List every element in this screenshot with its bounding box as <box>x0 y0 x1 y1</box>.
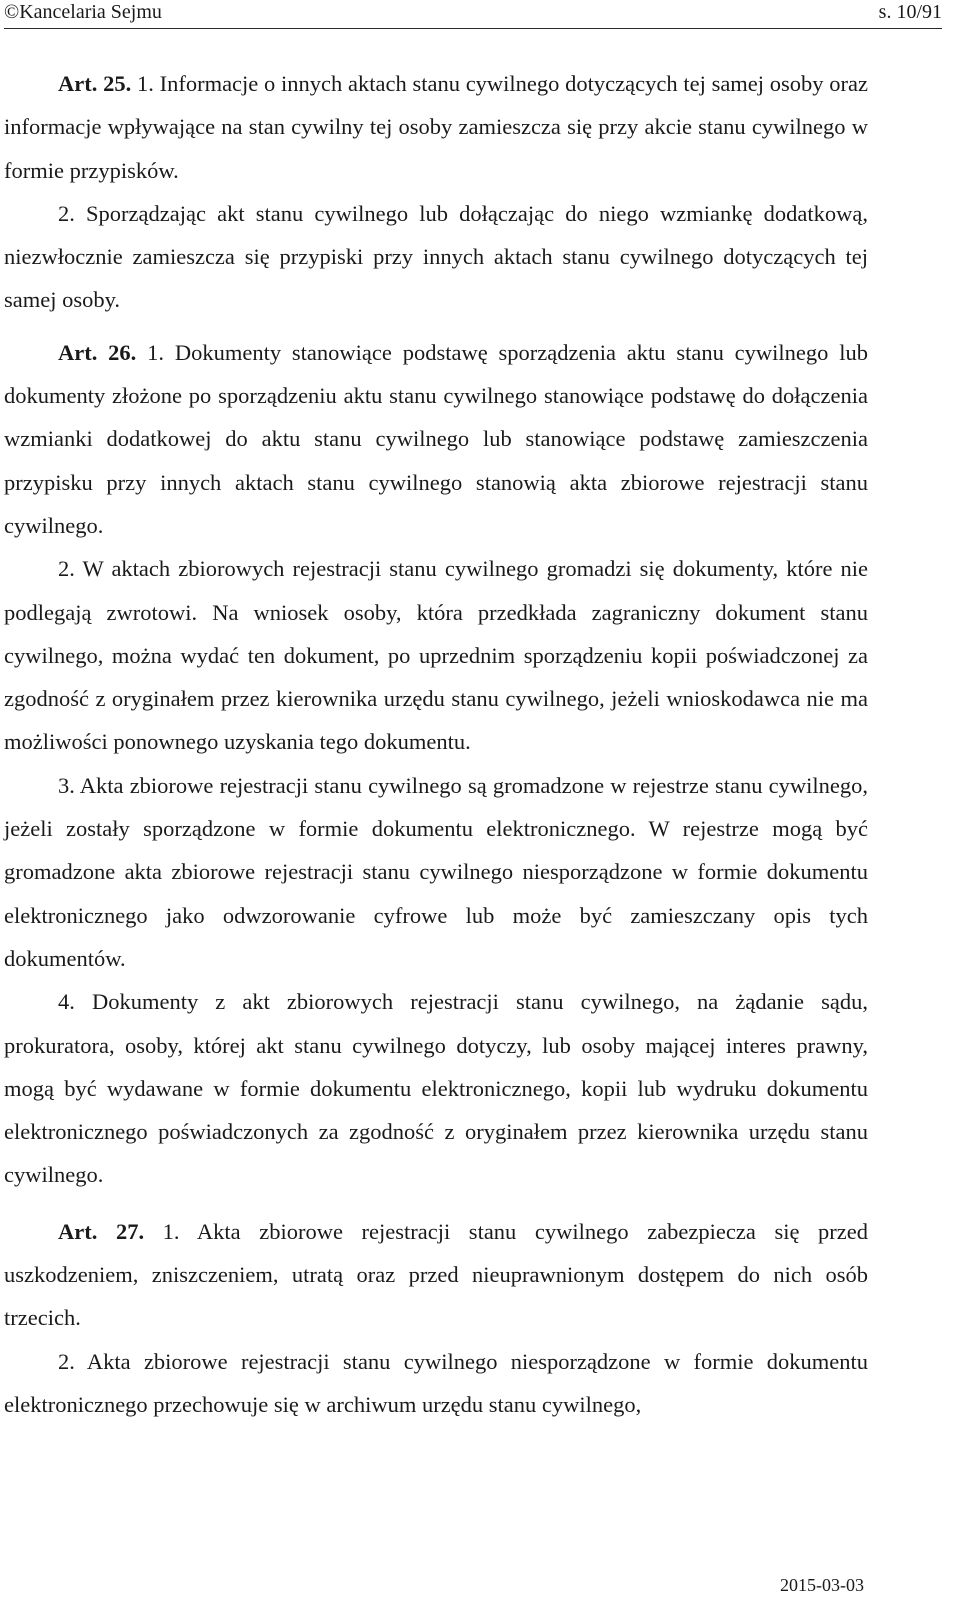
page-header <box>4 0 942 29</box>
art27-label: Art. 27. <box>58 1218 145 1244</box>
art25-para1: Art. 25. 1. Informacje o innych aktach stanu cywilnego dotyczących tej samej osoby oraz informacje wpływające na stan cywilny tej osoby zamieszcza się przy akcie stanu cywilnego w formie przypisków. <box>4 71 869 183</box>
document-body <box>4 62 868 1426</box>
art27-para2: 2. Akta zbiorowe rejestracji stanu cywilnego niesporządzone w formie dokumentu elektronicznego przechowuje się w archiwum urzędu stanu cywilnego, <box>4 1348 868 1417</box>
art26-para2: 2. W aktach zbiorowych rejestracji stanu cywilnego gromadzi się dokumenty, które nie podlegają zwrotowi. Na wniosek osoby, która przedkłada zagraniczny dokument stanu cywilnego, można wydać ten dokument, po uprzednim sporządzeniu kopii poświadczonej za zgodność z oryginałem przez kierownika urzędu stanu cywilnego, jeżeli wnioskodawca nie ma możliwości ponownego uzyskania tego dokumentu. <box>4 556 868 755</box>
art26-para1: Art. 26. 1. Dokumenty stanowiące podstawę sporządzenia aktu stanu cywilnego lub dokumenty złożone po sporządzeniu aktu stanu cywilnego stanowiące podstawę do dołączenia wzmianki dodatkowej do aktu stanu cywilnego lub stanowiące podstawę zamieszczenia przypisku przy innych aktach stanu cywilnego stanowią akta zbiorowe rejestracji stanu cywilnego. <box>4 339 868 538</box>
document-date: 2015-03-03 <box>780 1575 864 1595</box>
art25-label: Art. 25. <box>58 71 132 96</box>
art27-para1: Art. 27. 1. Akta zbiorowe rejestracji stanu cywilnego zabezpiecza się przed uszkodzeniem, zniszczeniem, utratą oraz przed nieuprawnionym dostępem do nich osób trzecich. <box>4 1218 868 1331</box>
art25-para2: 2. Sporządzając akt stanu cywilnego lub dołączając do niego wzmiankę dodatkową, niezwłocznie zamieszcza się przypiski przy innych aktach stanu cywilnego dotyczących tej samej osoby. <box>4 200 868 313</box>
art26-para3: 3. Akta zbiorowe rejestracji stanu cywilnego są gromadzone w rejestrze stanu cywilnego, jeżeli zostały sporządzone w formie dokumentu elektronicznego. W rejestrze mogą być gromadzone akta zbiorowe rejestracji stanu cywilnego niesporządzone w formie dokumentu elektronicznego jako odwzorowanie cyfrowe lub może być zamieszczany opis tych dokumentów. <box>4 772 868 971</box>
page-number: s. 10/91 <box>878 1 942 23</box>
copyright-label: ©Kancelaria Sejmu <box>4 1 162 23</box>
art26-label: Art. 26. <box>58 339 137 365</box>
art26-para4: 4. Dokumenty z akt zbiorowych rejestracji stanu cywilnego, na żądanie sądu, prokuratora, osoby, której akt stanu cywilnego dotyczy, lub osoby mającej interes prawny, mogą być wydawane w formie dokumentu elektronicznego, kopii lub wydruku dokumentu elektronicznego poświadczonych za zgodność z oryginałem przez kierownika urzędu stanu cywilnego. <box>4 989 868 1188</box>
